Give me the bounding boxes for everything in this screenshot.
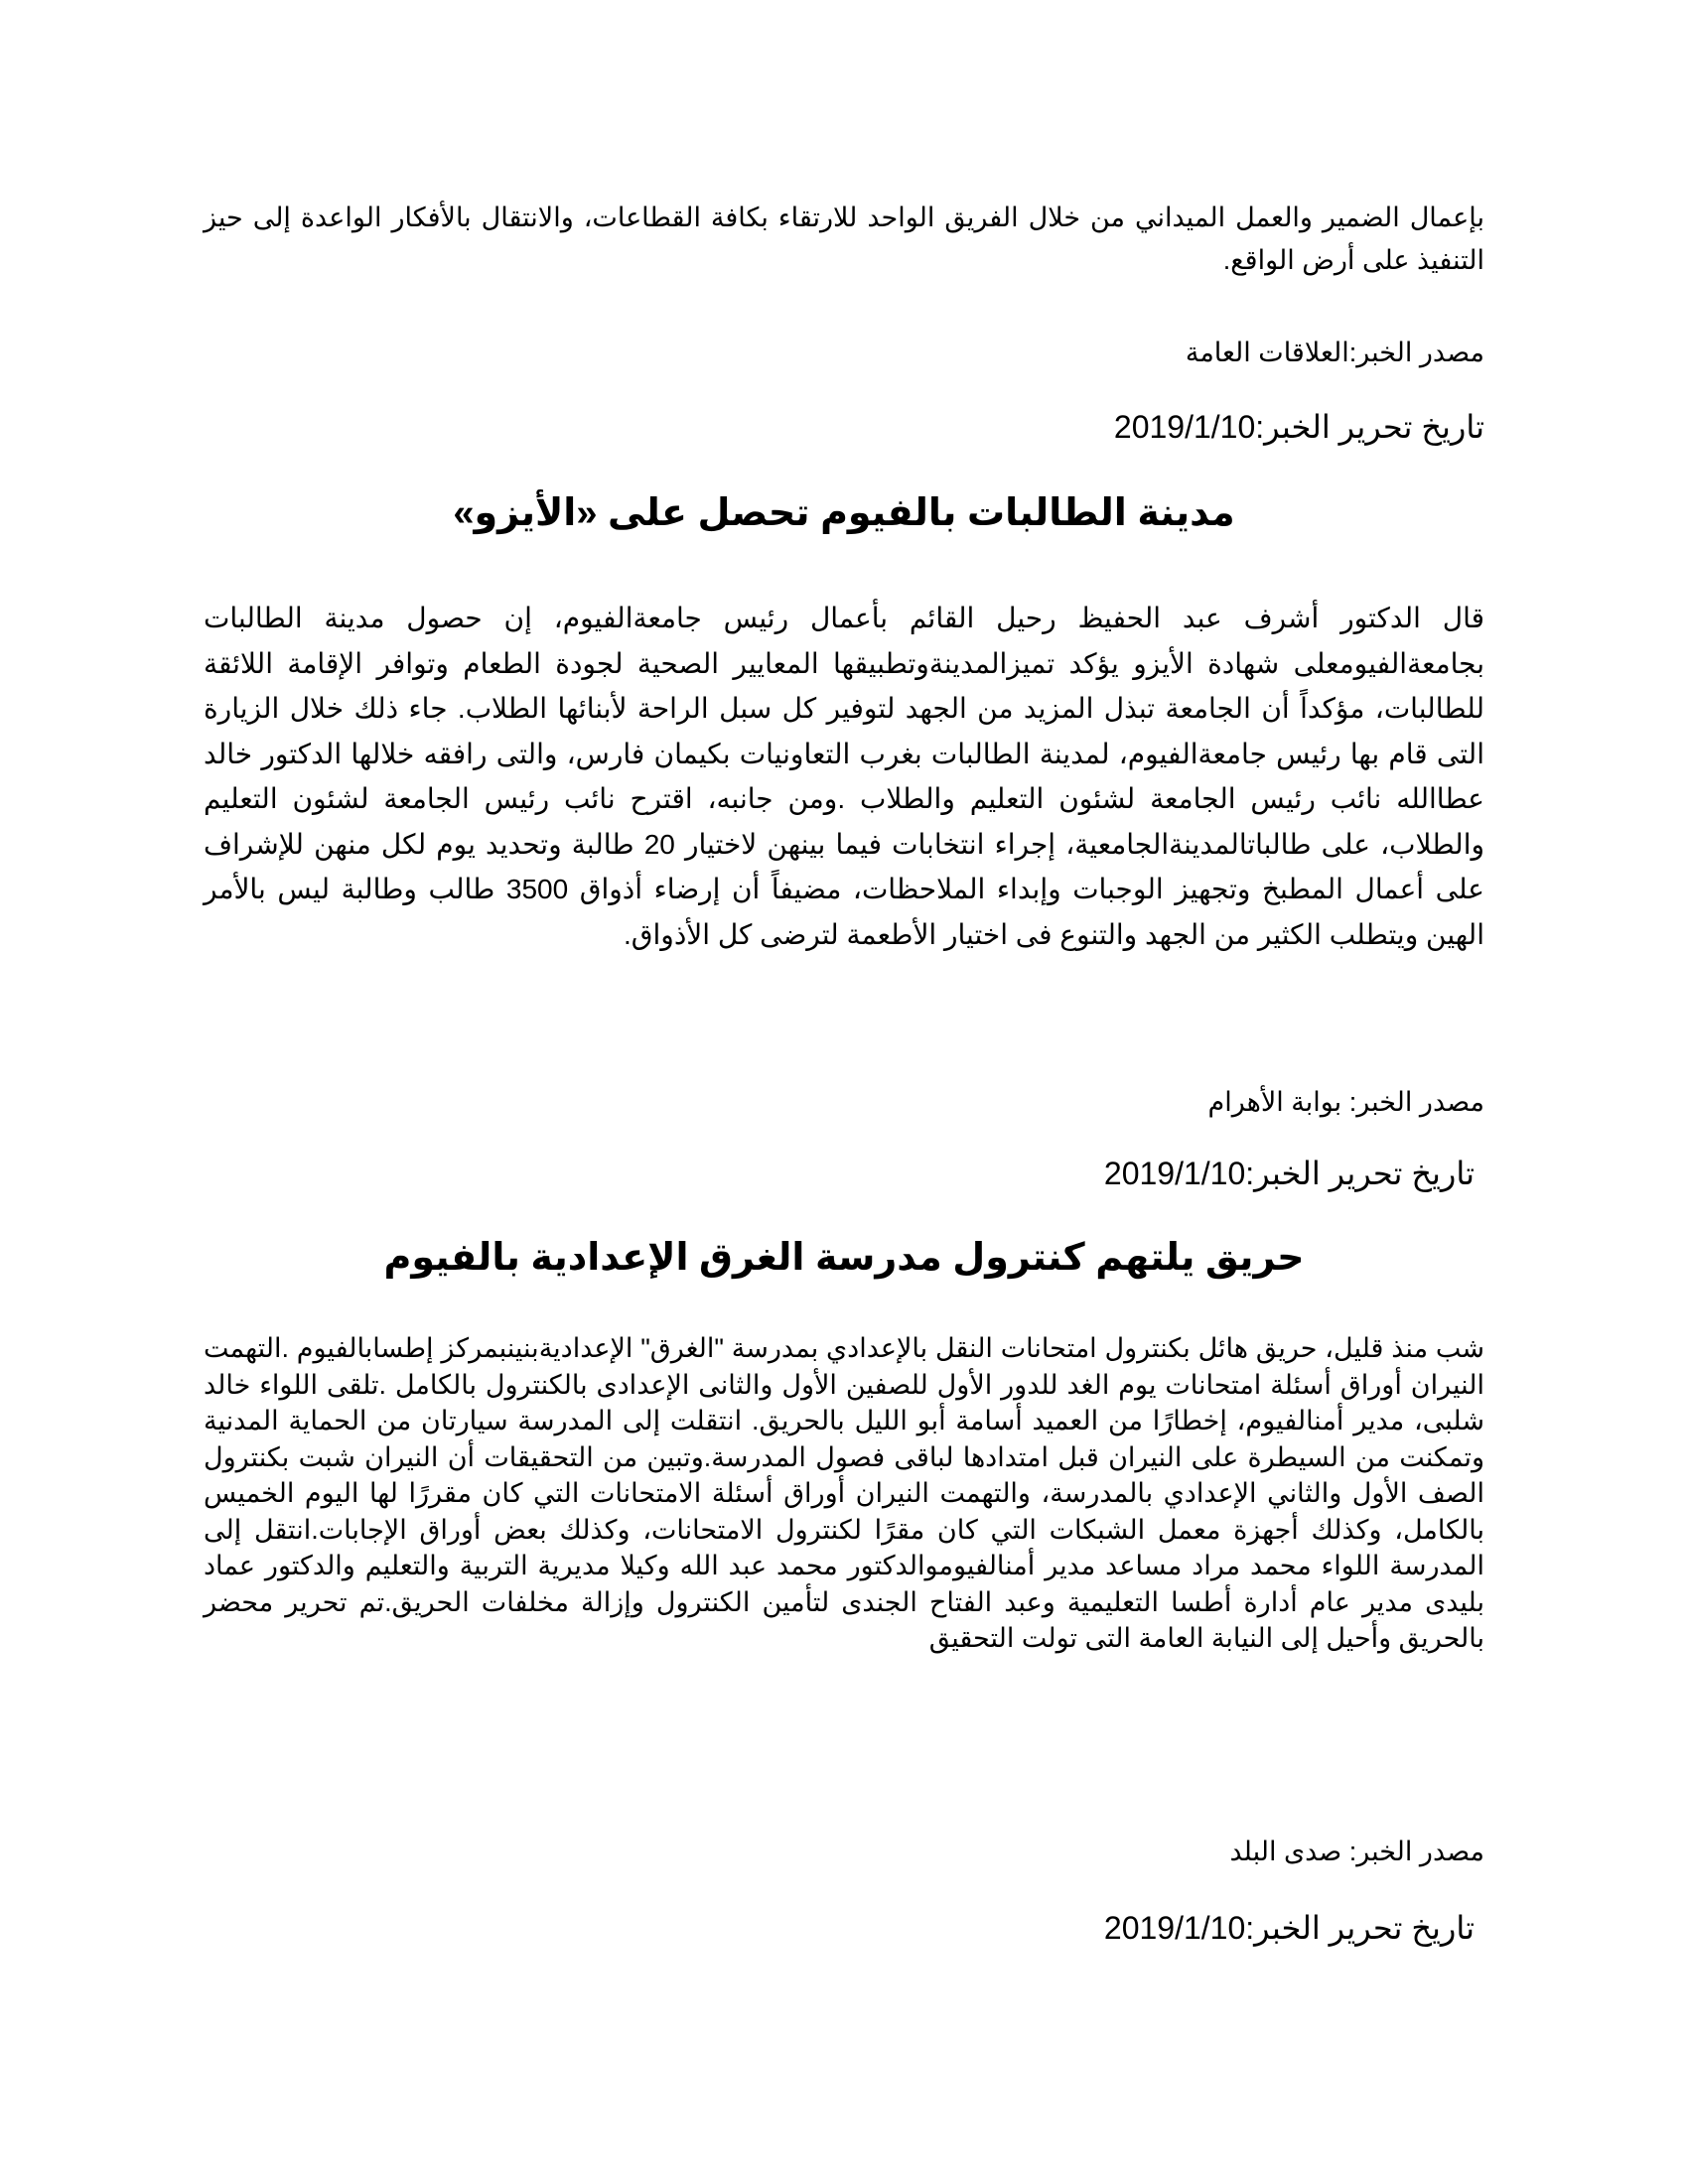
article2-body: شب منذ قليل، حريق هائل بكنترول امتحانات النقل بالإعدادي بمدرسة "الغرق" الإعداديةبنينبمركز إطسابالفيوم .التهمت النيران أوراق أسئلة امتحانات يوم الغد للدور الأول للصفين الأول والثانى الإعدادى بالكنترول بالكامل .تلقى اللواء خالد شلبى، مدير أمنالفيوم، إخطارًا من العميد أسامة أبو الليل بالحريق. انتقلت إلى المدرسة سيارتان من الحماية المدنية وتمكنت من السيطرة على النيران قبل امتدادها لباقى فصول المدرسة.وتبين من التحقيقات أن النيران شبت بكنترول الصف الأول والثاني الإعدادي بالمدرسة، والتهمت النيران أوراق أسئلة الامتحانات التي كان مقررًا لها اليوم الخميس بالكامل، وكذلك أجهزة معمل الشبكات التي كان مقرًا لكنترول الامتحانات، وكذلك بعض أوراق الإجابات.انتقل إلى المدرسة اللواء محمد مراد مساعد مدير أمنالفيوموالدكتور محمد عبد الله وكيلا مديرية التربية والتعليم والدكتور عماد بليدى مدير عام أدارة أطسا التعليمية وعبد الفتاح الجندى لتأمين الكنترول وإزالة مخلفات الحريق.تم تحرير محضر بالحريق وأحيل إلى النيابة العامة التى تولت التحقيق bbox=[204, 1333, 1484, 1653]
article1-date: تاريخ تحرير الخبر:2019/1/10 bbox=[1103, 1156, 1475, 1191]
article2-date: تاريخ تحرير الخبر:2019/1/10 bbox=[1103, 1910, 1475, 1946]
article2-headline: حريق يلتهم كنترول مدرسة الغرق الإعدادية بالفيوم bbox=[383, 1237, 1305, 1279]
intro-source: مصدر الخبر:العلاقات العامة bbox=[1185, 338, 1484, 367]
intro-date: تاريخ تحرير الخبر:2019/1/10 bbox=[1113, 409, 1484, 445]
article1-body: قال الدكتور أشرف عبد الحفيظ رحيل القائم بأعمال رئيس جامعةالفيوم، إن حصول مدينة الطالبات بجامعةالفيومعلى شهادة الأيزو يؤكد تميزالمدينةوتطبيقها المعايير الصحية لجودة الطعام وتوافر الإقامة اللائقة للطالبات، مؤكداً أن الجامعة تبذل المزيد من الجهد لتوفير كل سبل الراحة لأبنائها الطلاب. جاء ذلك خلال الزيارة التى قام بها رئيس جامعةالفيوم، لمدينة الطالبات بغرب التعاونيات بكيمان فارس، والتى رافقه خلالها الدكتور خالد عطاالله نائب رئيس الجامعة لشئون التعليم والطلاب .ومن جانبه، اقترح نائب رئيس الجامعة لشئون التعليم والطلاب، على طالباتالمدينةالجامعية، إجراء انتخابات فيما بينهن لاختيار 20 طالبة وتحديد يوم لكل منهن للإشراف على أعمال المطبخ وتجهيز الوجبات وإبداء الملاحظات، مضيفاً أن إرضاء أذواق 3500 طالب وطالبة ليس بالأمر الهين ويتطلب الكثير من الجهد والتنوع فى اختيار الأطعمة لترضى كل الأذواق. bbox=[204, 603, 1484, 950]
article1-source: مصدر الخبر: بوابة الأهرام bbox=[1207, 1087, 1484, 1117]
article2-source: مصدر الخبر: صدى البلد bbox=[1229, 1837, 1484, 1866]
intro-paragraph: بإعمال الضمير والعمل الميداني من خلال الفريق الواحد للارتقاء بكافة القطاعات، والانتقال بالأفكار الواعدة إلى حيز التنفيذ على أرض الواقع. bbox=[204, 203, 1484, 275]
article1-headline: مدينة الطالبات بالفيوم تحصل على «الأيزو» bbox=[453, 492, 1235, 534]
